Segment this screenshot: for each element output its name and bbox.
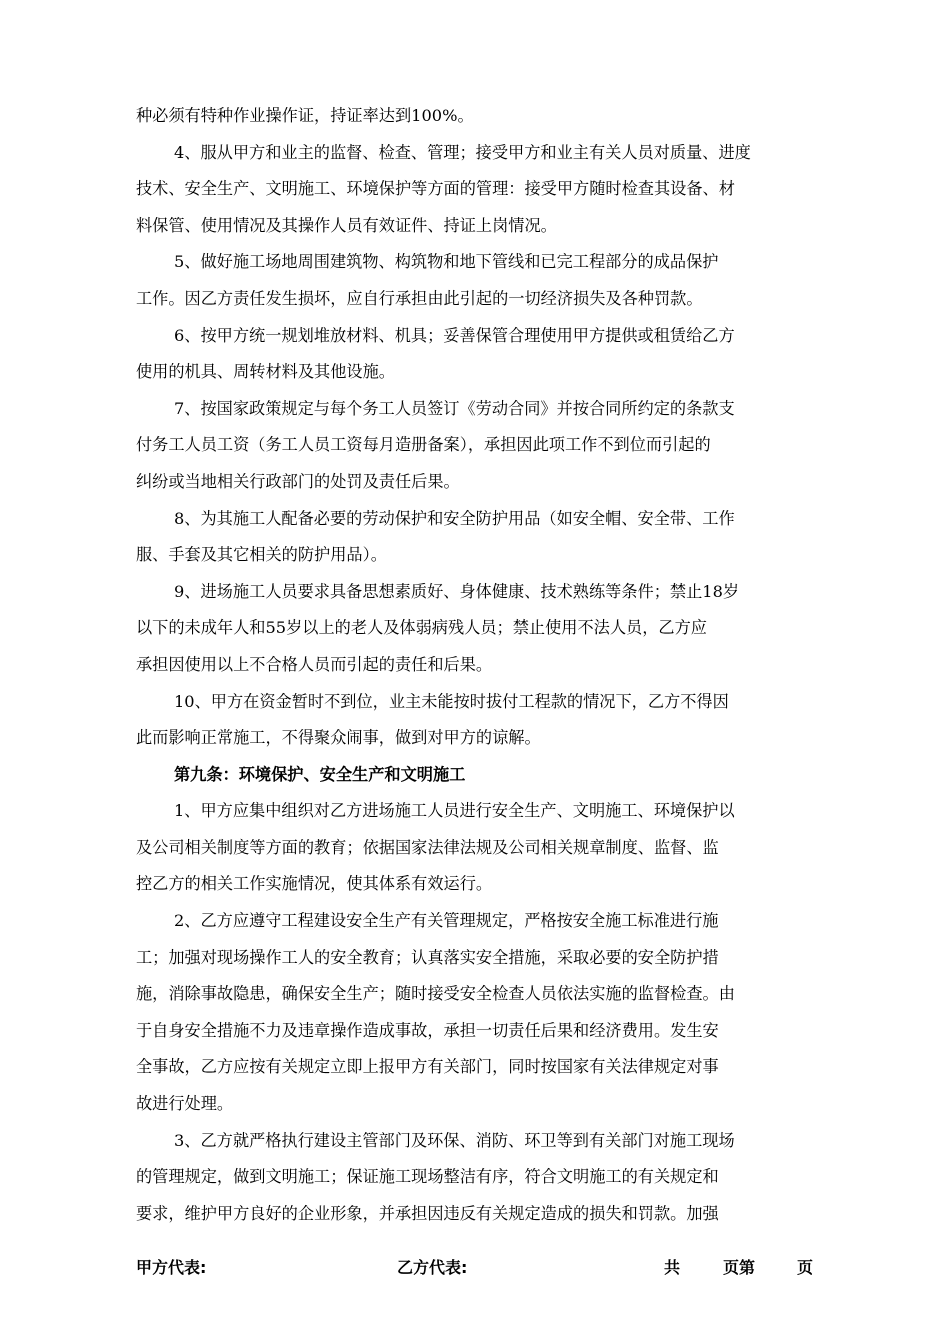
page-of-label: 页第 <box>723 1258 756 1277</box>
text-line: 10、甲方在资金暂时不到位，业主未能按时拔付工程款的情况下，乙方不得因 <box>174 691 729 711</box>
party-b-signature-label: 乙方代表: <box>397 1258 468 1277</box>
text-line: 的管理规定，做到文明施工；保证施工现场整洁有序，符合文明施工的有关规定和 <box>136 1167 719 1187</box>
text-line: 要求，维护甲方良好的企业形象，并承担因违反有关规定造成的损失和罚款。加强 <box>136 1203 719 1223</box>
text-line: 全事故，乙方应按有关规定立即上报甲方有关部门，同时按国家有关法律规定对事 <box>136 1057 719 1077</box>
text-line: 服、手套及其它相关的防护用品）。 <box>136 545 387 565</box>
text-line: 使用的机具、周转材料及其他设施。 <box>136 362 395 382</box>
text-line: 8、为其施工人配备必要的劳动保护和安全防护用品（如安全帽、安全带、工作 <box>174 508 735 528</box>
text-line: 于自身安全措施不力及违章操作造成事故，承担一切责任后果和经济费用。发生安 <box>136 1020 719 1040</box>
text-line: 料保管、使用情况及其操作人员有效证件、持证上岗情况。 <box>136 215 557 235</box>
text-line: 控乙方的相关工作实施情况，使其体系有效运行。 <box>136 874 493 894</box>
text-line: 故进行处理。 <box>136 1094 234 1114</box>
text-line: 纠纷或当地相关行政部门的处罚及责任后果。 <box>136 471 460 491</box>
page-total-label: 共 <box>664 1258 681 1277</box>
text-line: 承担因使用以上不合格人员而引起的责任和后果。 <box>136 654 493 674</box>
contract-body <box>136 98 816 1232</box>
text-line: 9、进场施工人员要求具备思想素质好、身体健康、技术熟练等条件；禁止18岁 <box>174 581 740 601</box>
text-line: 4、服从甲方和业主的监督、检查、管理；接受甲方和业主有关人员对质量、进度 <box>174 142 751 162</box>
text-line: 此而影响正常施工，不得聚众闹事，做到对甲方的谅解。 <box>136 728 541 748</box>
text-line: 及公司相关制度等方面的教育；依据国家法律法规及公司相关规章制度、监督、监 <box>136 837 719 857</box>
text-line: 以下的未成年人和55岁以上的老人及体弱病残人员；禁止使用不法人员，乙方应 <box>136 618 707 638</box>
text-line: 施，消除事故隐患，确保安全生产；随时接受安全检查人员依法实施的监督检查。由 <box>136 984 735 1004</box>
text-line: 2、乙方应遵守工程建设安全生产有关管理规定，严格按安全施工标准进行施 <box>174 911 719 931</box>
text-line: 3、乙方就严格执行建设主管部门及环保、消防、环卫等到有关部门对施工现场 <box>174 1130 735 1150</box>
text-line: 种必须有特种作业操作证，持证率达到100%。 <box>136 106 474 125</box>
text-line: 6、按甲方统一规划堆放材料、机具；妥善保管合理使用甲方提供或租赁给乙方 <box>174 325 735 345</box>
text-line: 5、做好施工场地周围建筑物、构筑物和地下管线和已完工程部分的成品保护 <box>174 252 719 272</box>
party-a-signature-label: 甲方代表: <box>136 1258 207 1277</box>
text-line: 1、甲方应集中组织对乙方进场施工人员进行安全生产、文明施工、环境保护以 <box>174 801 735 821</box>
text-line: 技术、安全生产、文明施工、环境保护等方面的管理：接受甲方随时检查其设备、材 <box>136 179 735 199</box>
text-line: 工作。因乙方责任发生损坏，应自行承担由此引起的一切经济损失及各种罚款。 <box>136 288 703 308</box>
text-line: 7、按国家政策规定与每个务工人员签订《劳动合同》并按合同所约定的条款支 <box>174 398 735 418</box>
section-heading: 第九条：环境保护、安全生产和文明施工 <box>174 764 466 784</box>
text-line: 工；加强对现场操作工人的安全教育；认真落实安全措施，采取必要的安全防护措 <box>136 947 719 967</box>
text-line: 付务工人员工资（务工人员工资每月造册备案），承担因此项工作不到位而引起的 <box>136 435 711 455</box>
page-label: 页 <box>797 1258 814 1277</box>
